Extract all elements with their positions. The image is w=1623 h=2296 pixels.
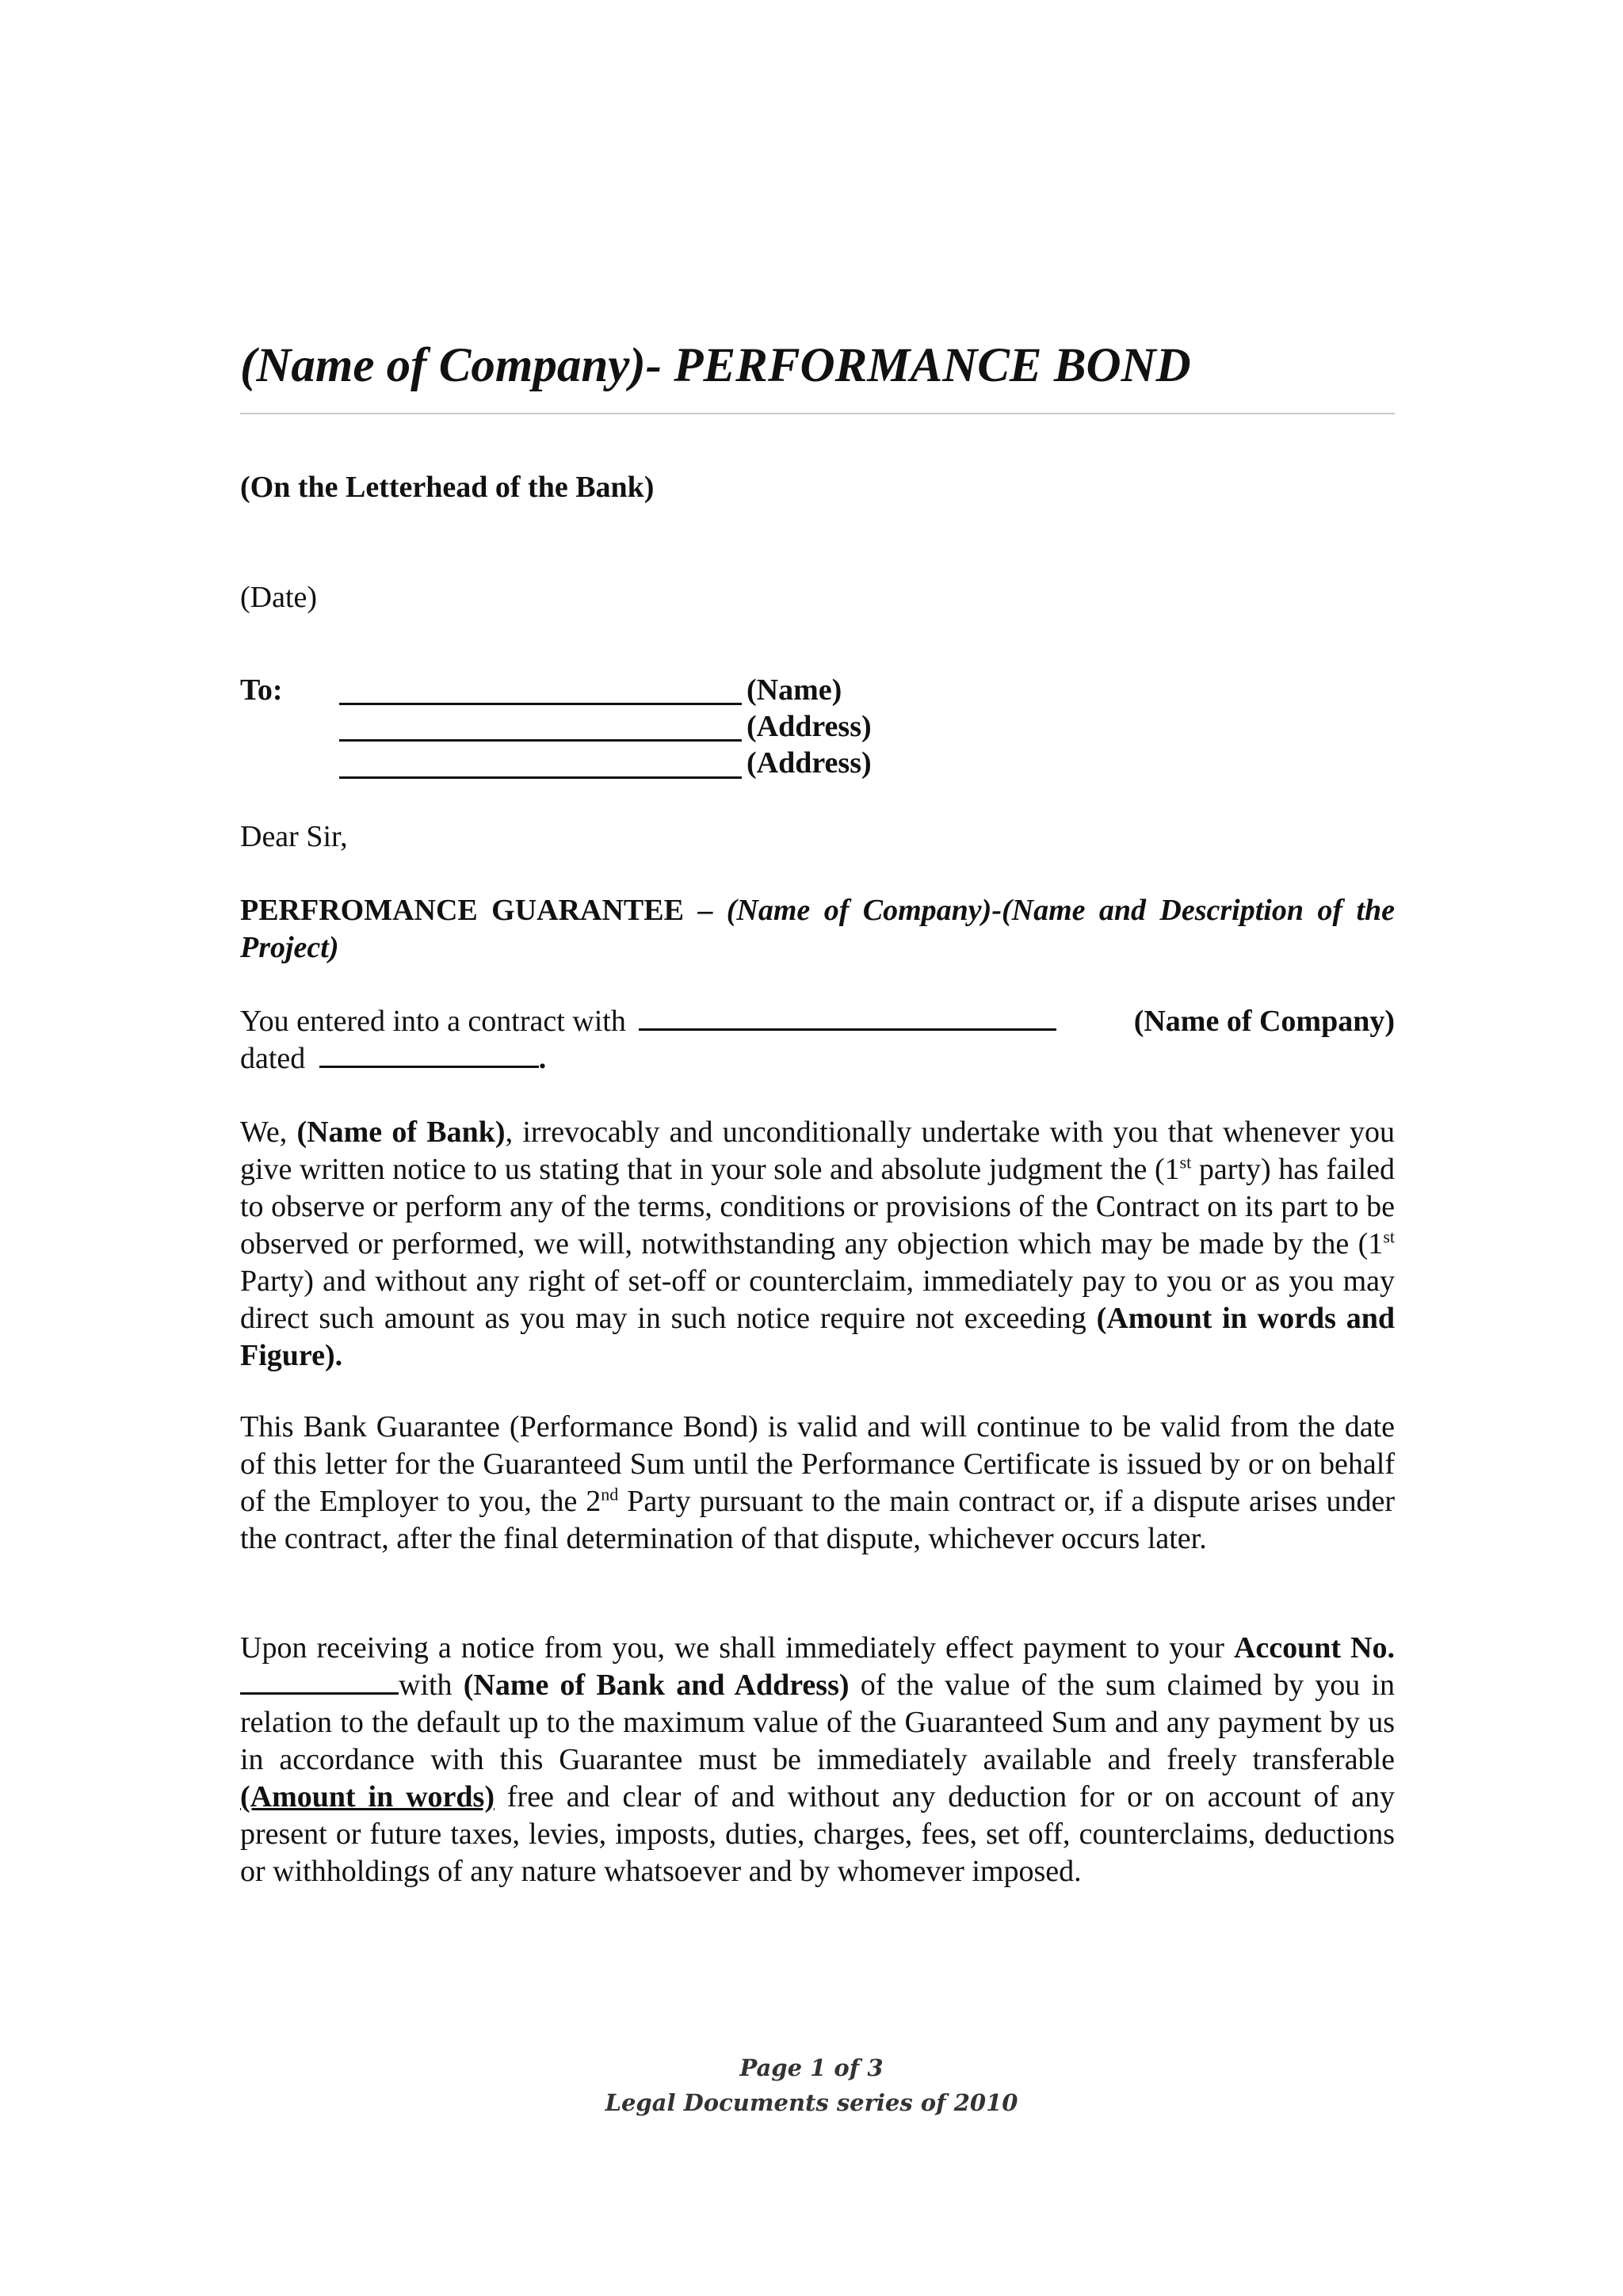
recipient-address-label-2: (Address)	[747, 746, 872, 780]
recipient-address-blank-2	[339, 776, 742, 779]
document-title: (Name of Company)- PERFORMANCE BOND	[240, 339, 1191, 392]
letterhead-note: (On the Letterhead of the Bank)	[240, 471, 655, 504]
para3-text-c: of the value of the sum claimed by you in relation to the default up to the maximum value of the Guaranteed Sum and any payment by us in accordance with this Guarantee must be immediately available and freely transferable	[240, 1669, 1395, 1776]
para3-amount: (Amount in words)	[240, 1780, 495, 1814]
recipient-address-label-1: (Address)	[747, 710, 872, 743]
para1-sup-2: st	[1383, 1226, 1395, 1247]
para2-text-a: This Bank Guarantee (Performance Bond) is valid and will continue to be valid from the date of this letter for the Guaranteed Sum until the Performance Certificate is issued by or on behalf of the Employer to you, the 2	[240, 1410, 1395, 1518]
paragraph-validity	[240, 1409, 1395, 1558]
account-number-blank	[240, 1669, 399, 1695]
dated-label: dated	[240, 1042, 306, 1075]
para1-text-a: We,	[240, 1116, 297, 1149]
recipient-name-blank	[339, 703, 742, 705]
guarantee-heading	[240, 892, 1395, 967]
para3-text-a: Upon receiving a notice from you, we shall immediately effect payment to your	[240, 1631, 1234, 1665]
para2-sup: nd	[601, 1484, 619, 1505]
footer-page-number: Page 1 of 3	[739, 2054, 884, 2081]
para3-text-b: with	[399, 1669, 464, 1702]
contract-party-blank	[639, 1005, 1056, 1031]
para1-text-c: party) has failed to observe or perform any of the terms, conditions or provisions of the Contract on its part to be observed or performed, we will, notwithstanding any objection which may be made by the (1	[240, 1153, 1396, 1261]
contract-company: (Name of Company)	[1133, 1005, 1395, 1038]
date-field: (Date)	[240, 581, 318, 614]
footer-series: Legal Documents series of 2010	[605, 2089, 1018, 2116]
para1-bank: (Name of Bank)	[296, 1116, 506, 1149]
to-label: To:	[240, 673, 283, 707]
salutation: Dear Sir,	[240, 820, 348, 853]
contract-prefix: You entered into a contract with	[240, 1005, 626, 1038]
title-rule	[240, 413, 1395, 414]
para1-text-d: Party) and without any right of set-off or counterclaim, immediately pay to you or as you may direct such amount as you may in such notice require not exceeding	[240, 1264, 1395, 1335]
para3-text-d: free and clear of and without any deduction for or on account of any present or future taxes, levies, imposts, duties, charges, fees, set off, counterclaims, deductions or withholdings of any nature whatsoever and by whomever imposed.	[240, 1780, 1395, 1888]
para1-text-b: , irrevocably and unconditionally undertake with you that whenever you give written notice to us stating that in your sole and absolute judgment the (1	[240, 1116, 1395, 1186]
para1-sup-1: st	[1179, 1152, 1192, 1173]
heading-bold: PERFROMANCE GUARANTEE –	[240, 894, 727, 927]
para3-bank: (Name of Bank and Address)	[463, 1669, 850, 1702]
dated-end: .	[538, 1042, 547, 1075]
para1-amount: (Amount in words and Figure).	[240, 1302, 1395, 1372]
paragraph-payment	[240, 1630, 1395, 1890]
para2-text-b: Party pursuant to the main contract or, if a dispute arises under the contract, after the final determination of that dispute, whichever occurs later.	[240, 1485, 1395, 1555]
paragraph-undertaking	[240, 1114, 1395, 1375]
recipient-address-blank-1	[339, 739, 742, 742]
contract-line	[240, 1003, 1395, 1040]
dated-blank	[319, 1042, 539, 1068]
recipient-name-label: (Name)	[747, 673, 842, 707]
heading-italic: (Name of Company)-(Name and Description of the Project)	[240, 894, 1396, 964]
dated-line	[240, 1040, 1395, 1077]
para3-account: Account No.	[1233, 1631, 1395, 1665]
